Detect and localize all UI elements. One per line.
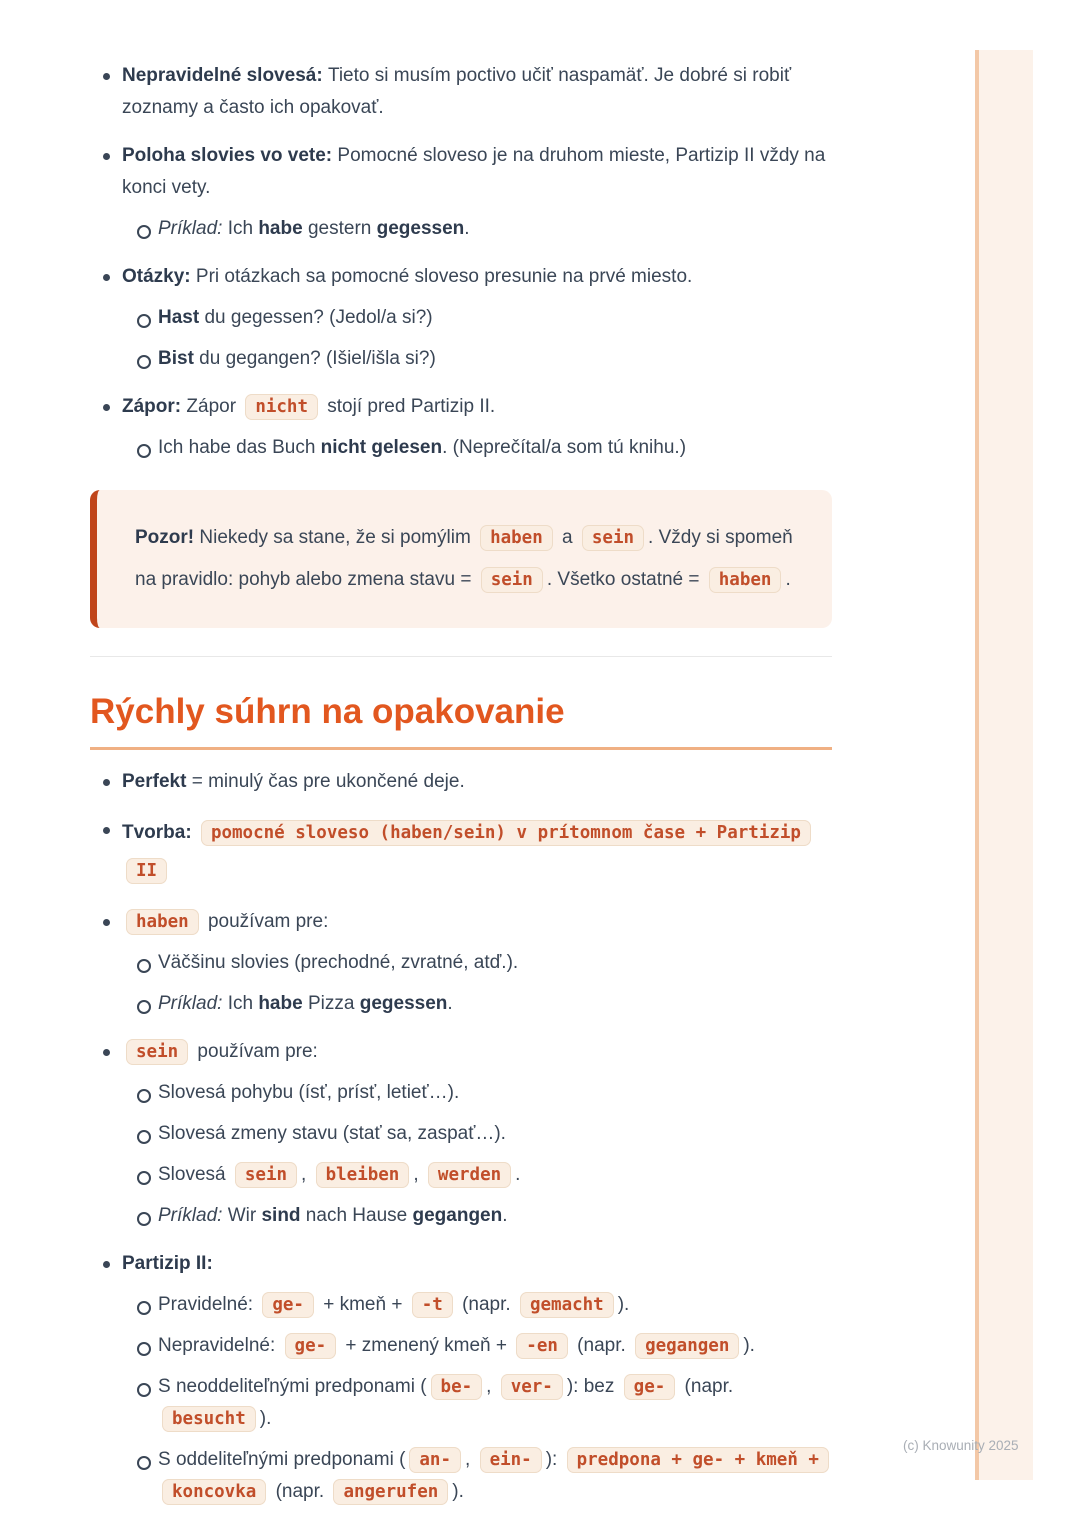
text-segment: Zápor: <box>122 396 187 417</box>
inline-code-chip: haben <box>126 909 199 935</box>
copyright-note: (c) Knowunity 2025 <box>903 1438 1019 1453</box>
text-segment: Pomocné sloveso je na druhom mieste, Partizip II vždy na konci vety. <box>122 145 826 198</box>
text-segment: habe <box>258 218 303 239</box>
text-segment: Partizip II: <box>122 1253 213 1274</box>
inline-code-chip: besucht <box>162 1406 256 1432</box>
inline-code-chip: sein <box>582 525 644 551</box>
inline-code-chip: werden <box>428 1162 511 1188</box>
text-segment: ). <box>743 1335 755 1356</box>
text-segment: habe <box>258 993 303 1014</box>
text-segment: gegessen <box>359 993 448 1014</box>
text-segment: Pozor! <box>135 527 195 548</box>
sub-list-item <box>122 432 832 464</box>
inline-code-chip: haben <box>709 567 782 593</box>
sub-list-item <box>122 302 832 334</box>
sub-list-item-text <box>158 1330 832 1362</box>
sub-list <box>122 1077 832 1232</box>
text-segment: a <box>556 527 578 548</box>
sub-list-item-text <box>158 1200 832 1232</box>
summary-list <box>90 766 832 1508</box>
list-item-perfekt <box>90 766 832 798</box>
text-segment: Ich habe das Buch <box>158 437 321 458</box>
text-segment: Otázky: <box>122 266 196 287</box>
sub-list-item <box>122 1330 832 1362</box>
text-segment: . <box>447 993 453 1014</box>
text-segment: ): bez <box>566 1376 620 1397</box>
text-segment: stojí pred Partizip II. <box>322 396 496 417</box>
text-segment: Príklad: <box>158 993 223 1014</box>
text-segment: Nepravidelné: <box>158 1335 281 1356</box>
warning-callout-text <box>135 517 808 601</box>
inline-code-chip: ein- <box>480 1447 542 1473</box>
inline-code-chip: angerufen <box>333 1479 448 1505</box>
text-segment: Príklad: <box>158 218 223 239</box>
inline-code-chip: ge- <box>624 1374 676 1400</box>
inline-code-chip: ge- <box>285 1333 337 1359</box>
text-segment: Väčšinu slovies (prechodné, zvratné, atď.). <box>158 952 519 973</box>
text-segment: + zmenený kmeň + <box>340 1335 513 1356</box>
list-item-text <box>122 140 832 204</box>
list-item-text <box>122 1036 832 1068</box>
text-segment: + kmeň + <box>317 1294 408 1315</box>
text-segment: používam pre: <box>202 911 329 932</box>
text-segment: Ich <box>222 993 259 1014</box>
text-segment: , <box>486 1376 497 1397</box>
text-segment: Ich <box>222 218 259 239</box>
sub-list-item-text <box>158 1118 832 1150</box>
notes-list-top <box>90 60 832 464</box>
text-segment: S neoddeliteľnými predponami ( <box>158 1376 427 1397</box>
sub-list-item-example <box>122 213 832 245</box>
text-segment: Pravidelné: <box>158 1294 259 1315</box>
page-margin-stripe <box>975 50 1033 1480</box>
sub-list-item <box>122 1444 832 1508</box>
text-segment: Nepravidelné slovesá: <box>122 65 328 86</box>
text-segment: (napr. <box>571 1335 632 1356</box>
sub-list-item-text <box>158 343 832 375</box>
text-segment: nach Hause <box>300 1205 413 1226</box>
sub-list-item-text <box>158 988 832 1020</box>
text-segment: (napr. <box>679 1376 734 1397</box>
text-segment: (napr. <box>456 1294 516 1315</box>
inline-code-chip: bleiben <box>316 1162 410 1188</box>
text-segment: Pri otázkach sa pomocné sloveso presunie na prvé miesto. <box>195 266 693 287</box>
sub-list-item-example <box>122 988 832 1020</box>
text-segment: Niekedy sa stane, že si pomýlim <box>194 527 477 548</box>
sub-list-item <box>122 1077 832 1109</box>
list-item-questions <box>90 261 832 375</box>
inline-code-chip: gemacht <box>520 1292 614 1318</box>
sub-list <box>122 947 832 1020</box>
sub-list-item <box>122 1289 832 1321</box>
text-segment: Príklad: <box>158 1205 223 1226</box>
sub-list-item-text <box>158 1077 832 1109</box>
inline-code-chip: ver- <box>501 1374 563 1400</box>
text-segment: (napr. <box>270 1481 330 1502</box>
text-segment: Poloha slovies vo vete: <box>122 145 338 166</box>
warning-callout <box>90 490 832 628</box>
text-segment: gegangen <box>412 1205 503 1226</box>
inline-code-chip: -t <box>412 1292 453 1318</box>
list-item-negation <box>90 391 832 464</box>
text-segment: Zápor <box>186 396 242 417</box>
list-item-text <box>122 60 832 124</box>
list-item-text <box>122 261 832 293</box>
inline-code-chip: be- <box>431 1374 483 1400</box>
text-segment: = minulý čas pre ukončené deje. <box>186 771 465 792</box>
inline-code-chip: haben <box>480 525 553 551</box>
sub-list-item-text <box>158 432 832 464</box>
inline-code-chip: gegangen <box>635 1333 739 1359</box>
sub-list-item-text <box>158 1444 832 1508</box>
sub-list <box>122 213 832 245</box>
text-segment: . <box>785 569 791 590</box>
inline-code-chip: sein <box>235 1162 297 1188</box>
sub-list-item <box>122 1371 832 1435</box>
text-segment: du gegessen? (Jedol/a si?) <box>199 307 433 328</box>
list-item-partizip <box>90 1248 832 1508</box>
list-item-text <box>122 906 832 938</box>
text-segment: Wir <box>222 1205 262 1226</box>
list-item-irregular-verbs <box>90 60 832 124</box>
inline-code-chip: an- <box>409 1447 461 1473</box>
list-item-sein <box>90 1036 832 1232</box>
text-segment: , <box>301 1164 312 1185</box>
list-item-haben <box>90 906 832 1020</box>
text-segment: . Vždy si spomeň na pravidlo: pohyb alebo zmena stavu = <box>135 527 793 590</box>
sub-list <box>122 302 832 375</box>
text-segment: ). <box>259 1408 272 1429</box>
sub-list-item-text <box>158 1371 832 1435</box>
page-title: Rýchly súhrn na opakovanie <box>90 692 565 731</box>
inline-code-chip: ge- <box>262 1292 314 1318</box>
text-segment: Hast <box>158 307 200 328</box>
sub-list-item-text <box>158 1159 832 1191</box>
text-segment: Slovesá zmeny stavu (stať sa, zaspať…). <box>158 1123 506 1144</box>
text-segment: ). <box>452 1481 464 1502</box>
document-content <box>90 44 832 1524</box>
inline-code-chip: pomocné sloveso (haben/sein) v prítomnom čase + Partizip II <box>126 820 811 884</box>
text-segment: Perfekt <box>122 771 187 792</box>
text-segment: . <box>502 1205 508 1226</box>
sub-list-item-text <box>158 947 832 979</box>
sub-list-item <box>122 947 832 979</box>
text-segment: . <box>515 1164 521 1185</box>
heading-underline-rule <box>90 747 832 750</box>
text-segment: gestern <box>302 218 377 239</box>
text-segment: . (Neprečítal/a som tú knihu.) <box>442 437 687 458</box>
text-segment: ): <box>545 1449 563 1470</box>
sub-list <box>122 1289 832 1508</box>
text-segment: , <box>465 1449 476 1470</box>
text-segment: sind <box>261 1205 301 1226</box>
text-segment: Pizza <box>302 993 360 1014</box>
sub-list-item <box>122 1159 832 1191</box>
list-item-verb-position <box>90 140 832 245</box>
sub-list-item-text <box>158 1289 832 1321</box>
text-segment: používam pre: <box>192 1041 318 1062</box>
list-item-text <box>122 391 832 423</box>
text-segment: . <box>464 218 470 239</box>
text-segment: ). <box>617 1294 630 1315</box>
list-item-text <box>122 766 832 798</box>
text-segment: Bist <box>158 348 194 369</box>
sub-list-item-example <box>122 1200 832 1232</box>
sub-list-item-text <box>158 213 832 245</box>
text-segment: Slovesá <box>158 1164 231 1185</box>
text-segment: . Všetko ostatné = <box>546 569 705 590</box>
text-segment: nicht gelesen <box>320 437 443 458</box>
text-segment: S oddeliteľnými predponami ( <box>158 1449 406 1470</box>
text-segment: Tieto si musím poctivo učiť naspamäť. Je dobré si robiť zoznamy a často ich opakovať. <box>122 65 792 118</box>
sub-list-item <box>122 1118 832 1150</box>
list-item-tvorba <box>90 814 832 890</box>
text-segment: du gegangen? (Išiel/išla si?) <box>193 348 436 369</box>
text-segment: Slovesá pohybu (ísť, prísť, letieť…). <box>158 1082 460 1103</box>
inline-code-chip: predpona + ge- + kmeň + koncovka <box>162 1447 829 1505</box>
inline-code-chip: sein <box>126 1039 188 1065</box>
sub-list-item-text <box>158 302 832 334</box>
list-item-text <box>122 814 832 890</box>
sub-list <box>122 432 832 464</box>
text-segment: , <box>413 1164 424 1185</box>
sub-list-item <box>122 343 832 375</box>
text-segment: Tvorba: <box>122 822 197 843</box>
inline-code-chip: sein <box>481 567 543 593</box>
inline-code-chip: -en <box>516 1333 568 1359</box>
section-divider <box>90 656 832 657</box>
list-item-text <box>122 1248 832 1280</box>
inline-code-chip: nicht <box>245 394 318 420</box>
text-segment: gegessen <box>376 218 465 239</box>
